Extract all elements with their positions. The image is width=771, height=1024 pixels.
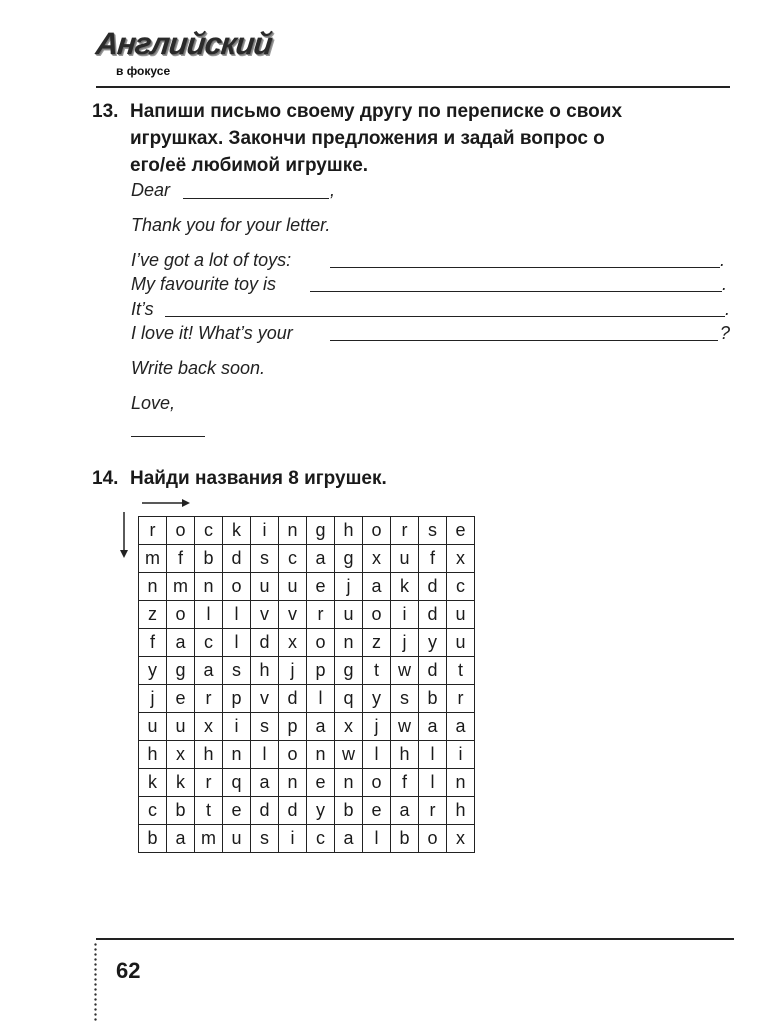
task14-title <box>92 465 387 492</box>
grid-cell[interactable]: g <box>335 545 363 573</box>
grid-cell[interactable]: u <box>223 825 251 853</box>
grid-cell[interactable]: d <box>251 797 279 825</box>
grid-cell[interactable]: c <box>307 825 335 853</box>
grid-cell[interactable]: o <box>167 601 195 629</box>
grid-cell[interactable]: f <box>139 629 167 657</box>
grid-cell[interactable]: d <box>251 629 279 657</box>
grid-cell[interactable]: d <box>419 601 447 629</box>
letter-love-it: I love it! What’s your <box>131 323 293 343</box>
grid-cell[interactable]: a <box>251 769 279 797</box>
grid-cell[interactable]: s <box>251 713 279 741</box>
grid-cell[interactable]: a <box>447 713 475 741</box>
dear-blank[interactable] <box>183 198 329 199</box>
grid-cell[interactable]: w <box>335 741 363 769</box>
favourite-blank[interactable] <box>310 291 722 292</box>
grid-cell[interactable]: m <box>167 573 195 601</box>
grid-cell[interactable]: z <box>363 629 391 657</box>
grid-cell[interactable]: x <box>447 825 475 853</box>
grid-cell[interactable]: r <box>195 769 223 797</box>
grid-cell[interactable]: j <box>279 657 307 685</box>
grid-cell[interactable]: o <box>279 741 307 769</box>
grid-cell[interactable]: n <box>447 769 475 797</box>
grid-cell[interactable]: u <box>139 713 167 741</box>
logo-subtitle: в фокусе <box>116 64 171 78</box>
dotted-margin <box>94 942 97 1022</box>
grid-cell[interactable]: h <box>335 517 363 545</box>
letter-toys: I’ve got a lot of toys: <box>131 250 292 270</box>
grid-cell[interactable]: u <box>391 545 419 573</box>
grid-cell[interactable]: i <box>251 517 279 545</box>
grid-cell[interactable]: h <box>195 741 223 769</box>
grid-cell[interactable]: k <box>167 769 195 797</box>
grid-cell[interactable]: c <box>279 545 307 573</box>
arrow-down-icon <box>118 512 130 558</box>
grid-cell[interactable]: l <box>363 741 391 769</box>
grid-cell[interactable]: d <box>279 797 307 825</box>
grid-cell[interactable]: y <box>419 629 447 657</box>
grid-cell[interactable]: l <box>419 741 447 769</box>
grid-cell[interactable]: g <box>307 517 335 545</box>
grid-cell[interactable]: m <box>139 545 167 573</box>
grid-cell[interactable]: l <box>419 769 447 797</box>
grid-cell[interactable]: p <box>279 713 307 741</box>
grid-cell[interactable]: d <box>223 545 251 573</box>
grid-cell[interactable]: v <box>251 601 279 629</box>
grid-cell[interactable]: t <box>363 657 391 685</box>
grid-cell[interactable]: n <box>335 629 363 657</box>
grid-cell[interactable]: e <box>307 769 335 797</box>
grid-cell[interactable]: e <box>167 685 195 713</box>
grid-cell[interactable]: a <box>307 713 335 741</box>
grid-cell[interactable]: a <box>307 545 335 573</box>
grid-cell[interactable]: m <box>195 825 223 853</box>
grid-cell[interactable]: a <box>167 825 195 853</box>
grid-cell[interactable]: n <box>279 517 307 545</box>
top-divider <box>96 86 730 88</box>
grid-cell[interactable]: e <box>447 517 475 545</box>
grid-cell[interactable]: b <box>139 825 167 853</box>
grid-cell[interactable]: u <box>167 713 195 741</box>
grid-cell[interactable]: o <box>223 573 251 601</box>
grid-cell[interactable]: h <box>447 797 475 825</box>
letter-love: Love, <box>131 393 176 413</box>
grid-cell[interactable]: h <box>251 657 279 685</box>
letter-write-back: Write back soon. <box>131 358 266 378</box>
letter-thanks: Thank you for your letter. <box>131 215 331 235</box>
grid-cell[interactable]: k <box>139 769 167 797</box>
grid-cell[interactable]: y <box>363 685 391 713</box>
grid-cell[interactable]: f <box>167 545 195 573</box>
grid-cell[interactable]: u <box>447 629 475 657</box>
grid-cell[interactable]: s <box>223 657 251 685</box>
grid-cell[interactable]: x <box>167 741 195 769</box>
grid-cell[interactable]: c <box>195 629 223 657</box>
grid-cell[interactable]: r <box>447 685 475 713</box>
letter-favourite: My favourite toy is <box>131 274 277 294</box>
grid-cell[interactable]: l <box>223 601 251 629</box>
question-blank[interactable] <box>330 340 718 341</box>
grid-cell[interactable]: e <box>363 797 391 825</box>
grid-cell[interactable]: k <box>391 573 419 601</box>
grid-cell[interactable]: h <box>391 741 419 769</box>
grid-cell[interactable]: s <box>419 517 447 545</box>
grid-cell[interactable]: y <box>307 797 335 825</box>
toys-blank[interactable] <box>330 267 720 268</box>
task13-title-line2: игрушках. Закончи предложения и задай вопрос о <box>130 128 605 149</box>
grid-cell[interactable]: l <box>251 741 279 769</box>
grid-cell[interactable]: u <box>335 601 363 629</box>
question-mark: ? <box>720 323 731 343</box>
grid-cell[interactable]: x <box>363 545 391 573</box>
grid-cell[interactable]: b <box>335 797 363 825</box>
grid-cell[interactable]: n <box>223 741 251 769</box>
grid-cell[interactable]: a <box>167 629 195 657</box>
grid-cell[interactable]: d <box>419 573 447 601</box>
grid-cell[interactable]: i <box>447 741 475 769</box>
grid-cell[interactable]: d <box>279 685 307 713</box>
grid-cell[interactable]: j <box>139 685 167 713</box>
letter-dear: Dear <box>131 180 171 200</box>
grid-cell[interactable]: x <box>447 545 475 573</box>
grid-cell[interactable]: c <box>139 797 167 825</box>
grid-cell[interactable]: u <box>447 601 475 629</box>
grid-cell[interactable]: b <box>419 685 447 713</box>
favourite-period: . <box>722 274 728 294</box>
grid-cell[interactable]: j <box>335 573 363 601</box>
grid-cell[interactable]: i <box>391 601 419 629</box>
grid-cell[interactable]: a <box>195 657 223 685</box>
grid-cell[interactable]: o <box>307 629 335 657</box>
grid-cell[interactable]: z <box>139 601 167 629</box>
grid-cell[interactable]: o <box>167 517 195 545</box>
logo <box>94 26 274 84</box>
grid-cell[interactable]: r <box>307 601 335 629</box>
grid-cell[interactable]: r <box>391 517 419 545</box>
grid-cell[interactable]: p <box>223 685 251 713</box>
grid-cell[interactable]: b <box>391 825 419 853</box>
task13-number: 13. <box>92 101 119 122</box>
grid-cell[interactable]: x <box>279 629 307 657</box>
grid-cell[interactable]: c <box>195 517 223 545</box>
grid-cell[interactable]: l <box>363 825 391 853</box>
grid-cell[interactable]: c <box>447 573 475 601</box>
grid-cell[interactable]: n <box>307 741 335 769</box>
grid-cell[interactable]: a <box>363 573 391 601</box>
task14-number: 14. <box>92 468 119 489</box>
grid-cell[interactable]: p <box>307 657 335 685</box>
grid-cell[interactable]: n <box>279 769 307 797</box>
grid-cell[interactable]: u <box>251 573 279 601</box>
grid-cell[interactable]: v <box>279 601 307 629</box>
task13-title-line3: его/её любимой игрушке. <box>130 155 369 176</box>
grid-cell[interactable]: g <box>335 657 363 685</box>
letter-its: It’s <box>131 299 154 319</box>
dear-comma: , <box>330 180 336 200</box>
toys-period: . <box>720 250 726 270</box>
grid-cell[interactable]: n <box>139 573 167 601</box>
grid-cell[interactable]: b <box>167 797 195 825</box>
grid-cell[interactable]: e <box>223 797 251 825</box>
grid-cell[interactable]: a <box>335 825 363 853</box>
grid-cell[interactable]: r <box>139 517 167 545</box>
grid-cell[interactable]: w <box>391 713 419 741</box>
its-period: . <box>725 299 731 319</box>
grid-cell[interactable]: b <box>195 545 223 573</box>
grid-cell[interactable]: s <box>391 685 419 713</box>
grid-cell[interactable]: h <box>139 741 167 769</box>
grid-cell[interactable]: i <box>279 825 307 853</box>
grid-cell[interactable]: y <box>139 657 167 685</box>
grid-cell[interactable]: o <box>363 517 391 545</box>
arrow-right-icon <box>142 497 190 509</box>
grid-cell[interactable]: r <box>195 685 223 713</box>
grid-cell[interactable]: o <box>363 769 391 797</box>
grid-cell[interactable]: r <box>419 797 447 825</box>
grid-cell[interactable]: v <box>251 685 279 713</box>
grid-cell[interactable]: f <box>419 545 447 573</box>
grid-cell[interactable]: l <box>223 629 251 657</box>
grid-cell[interactable]: s <box>251 825 279 853</box>
grid-cell[interactable]: q <box>223 769 251 797</box>
grid-cell[interactable]: o <box>363 601 391 629</box>
its-blank[interactable] <box>165 316 725 317</box>
grid-cell[interactable]: i <box>223 713 251 741</box>
task13-title-line1: Напиши письмо своему другу по переписке о своих <box>130 101 623 122</box>
grid-cell[interactable]: u <box>279 573 307 601</box>
grid-cell[interactable]: x <box>195 713 223 741</box>
task13-title <box>92 98 622 179</box>
word-search-grid <box>138 516 475 853</box>
grid-cell[interactable]: j <box>391 629 419 657</box>
logo-title: Английский <box>94 26 274 61</box>
grid-cell[interactable]: x <box>335 713 363 741</box>
grid-cell[interactable]: a <box>419 713 447 741</box>
grid-cell[interactable]: t <box>195 797 223 825</box>
grid-cell[interactable]: l <box>307 685 335 713</box>
grid-cell[interactable]: o <box>419 825 447 853</box>
grid-cell[interactable]: q <box>335 685 363 713</box>
grid-cell[interactable]: a <box>391 797 419 825</box>
grid-cell[interactable]: k <box>223 517 251 545</box>
grid-cell[interactable]: n <box>335 769 363 797</box>
grid-cell[interactable]: n <box>195 573 223 601</box>
page-number: 62 <box>116 958 141 983</box>
grid-cell[interactable]: s <box>251 545 279 573</box>
grid-cell[interactable]: w <box>391 657 419 685</box>
bottom-divider <box>96 938 734 940</box>
grid-cell[interactable]: t <box>447 657 475 685</box>
task14-title-text: Найди названия 8 игрушек. <box>130 468 387 489</box>
grid-cell[interactable]: f <box>391 769 419 797</box>
grid-cell[interactable]: j <box>363 713 391 741</box>
grid-cell[interactable]: d <box>419 657 447 685</box>
grid-cell[interactable]: e <box>307 573 335 601</box>
grid-cell[interactable]: l <box>195 601 223 629</box>
signature-blank[interactable] <box>131 436 205 437</box>
grid-cell[interactable]: g <box>167 657 195 685</box>
